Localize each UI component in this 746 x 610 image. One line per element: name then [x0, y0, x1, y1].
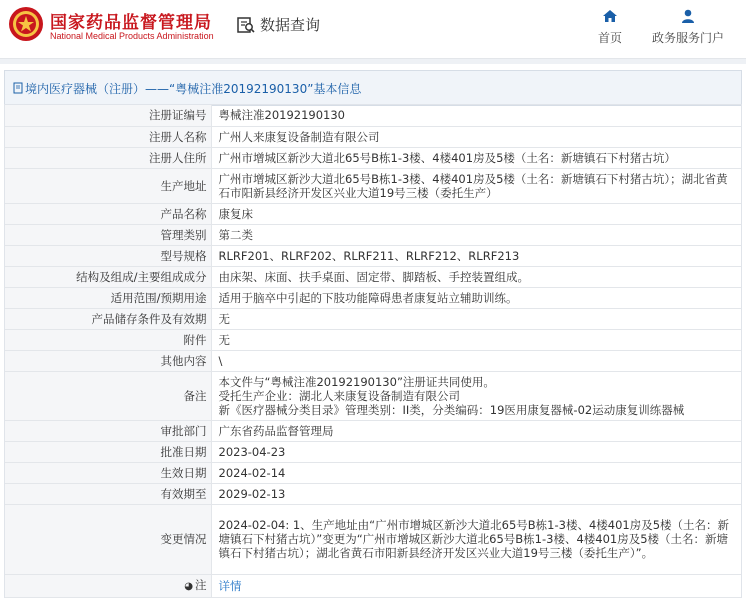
field-value: 广东省药品监督管理局	[211, 420, 741, 441]
field-label: 型号规格	[5, 245, 211, 266]
field-value: 粤械注准20192190130	[211, 105, 741, 126]
nav-home[interactable]	[598, 8, 622, 46]
table-row	[5, 105, 741, 126]
nav-service-portal[interactable]	[652, 8, 724, 46]
nmpa-emblem-icon[interactable]	[8, 6, 44, 42]
field-label: 其他内容	[5, 350, 211, 371]
table-row	[5, 350, 741, 371]
field-value: RLRF201、RLRF202、RLRF211、RLRF212、RLRF213	[211, 245, 741, 266]
field-value: 2024-02-14	[211, 462, 741, 483]
note-label-cell	[5, 574, 211, 597]
detail-table-container	[4, 104, 742, 598]
nav-home-label: 首页	[598, 31, 623, 45]
field-value: \	[211, 350, 741, 371]
note-label: 注	[195, 577, 207, 592]
field-value: 本文件与“粤械注准20192190130”注册证共同使用。 受托生产企业：湖北人来康复设备制造有限公司 新《医疗器械分类目录》管理类别：II类，分类编码：19医用康复器械-02运动康复训练器械	[211, 371, 741, 420]
field-label: 管理类别	[5, 224, 211, 245]
home-icon	[602, 8, 618, 24]
breadcrumb-text: 境内医疗器械（注册）——“粤械注准20192190130”基本信息	[25, 81, 362, 96]
field-label: 有效期至	[5, 483, 211, 504]
breadcrumb	[4, 70, 742, 106]
field-label: 注册人住所	[5, 147, 211, 168]
field-value: 2024-02-04: 1、生产地址由“广州市增城区新沙大道北65号B栋1-3楼、4楼401房及5楼（土名：新塘镇石下村猪古坑）”变更为“广州市增城区新沙大道北65号B栋1-3楼、4楼401房及5楼（土名：新塘镇石下村猪古坑）；湖北省黄石市阳新县经济开发区兴业大道19号三楼（委托生产）”。	[211, 504, 741, 574]
site-title[interactable]: 国家药品监督管理局	[50, 13, 212, 33]
field-label: 产品储存条件及有效期	[5, 308, 211, 329]
table-row	[5, 308, 741, 329]
field-label: 备注	[5, 371, 211, 420]
table-row	[5, 245, 741, 266]
table-row	[5, 483, 741, 504]
table-row	[5, 168, 741, 203]
field-label: 结构及组成/主要组成成分	[5, 266, 211, 287]
field-value: 2023-04-23	[211, 441, 741, 462]
user-icon	[680, 8, 696, 24]
field-label: 注册证编号	[5, 105, 211, 126]
table-row	[5, 126, 741, 147]
field-value: 无	[211, 329, 741, 350]
pin-icon: ◕	[184, 580, 193, 592]
field-label: 注册人名称	[5, 126, 211, 147]
table-row	[5, 441, 741, 462]
table-row	[5, 287, 741, 308]
field-label: 产品名称	[5, 203, 211, 224]
field-value: 适用于脑卒中引起的下肢功能障碍患者康复站立辅助训练。	[211, 287, 741, 308]
field-label: 附件	[5, 329, 211, 350]
field-value: 广州人来康复设备制造有限公司	[211, 126, 741, 147]
field-value: 第二类	[211, 224, 741, 245]
details-link[interactable]: 详情	[218, 578, 242, 593]
field-label: 生效日期	[5, 462, 211, 483]
table-row	[5, 224, 741, 245]
nav-service-label: 政务服务门户	[652, 31, 725, 45]
field-label: 变更情况	[5, 504, 211, 574]
data-query-heading	[236, 14, 320, 35]
table-row	[5, 266, 741, 287]
table-row	[5, 371, 741, 420]
field-label: 生产地址	[5, 168, 211, 203]
field-value: 康复床	[211, 203, 741, 224]
site-title-en: National Medical Products Administration	[50, 31, 214, 41]
field-value: 2029-02-13	[211, 483, 741, 504]
field-label: 适用范围/预期用途	[5, 287, 211, 308]
table-row	[5, 329, 741, 350]
field-value: 由床架、床面、扶手桌面、固定带、脚踏板、手控装置组成。	[211, 266, 741, 287]
table-row	[5, 147, 741, 168]
header-divider	[0, 58, 746, 64]
field-label: 批准日期	[5, 441, 211, 462]
table-row	[5, 504, 741, 574]
table-row	[5, 203, 741, 224]
data-query-icon	[236, 15, 256, 35]
field-value: 广州市增城区新沙大道北65号B栋1-3楼、4楼401房及5楼（土名：新塘镇石下村猪古坑）；湖北省黄石市阳新县经济开发区兴业大道19号三楼（委托生产）	[211, 168, 741, 203]
table-row-note	[5, 574, 741, 597]
field-value: 无	[211, 308, 741, 329]
table-row	[5, 420, 741, 441]
field-label: 审批部门	[5, 420, 211, 441]
table-row	[5, 462, 741, 483]
site-header	[0, 0, 746, 58]
document-icon	[13, 82, 23, 94]
detail-table	[5, 105, 741, 598]
data-query-label: 数据查询	[260, 16, 321, 34]
field-value: 广州市增城区新沙大道北65号B栋1-3楼、4楼401房及5楼（土名：新塘镇石下村猪古坑）	[211, 147, 741, 168]
